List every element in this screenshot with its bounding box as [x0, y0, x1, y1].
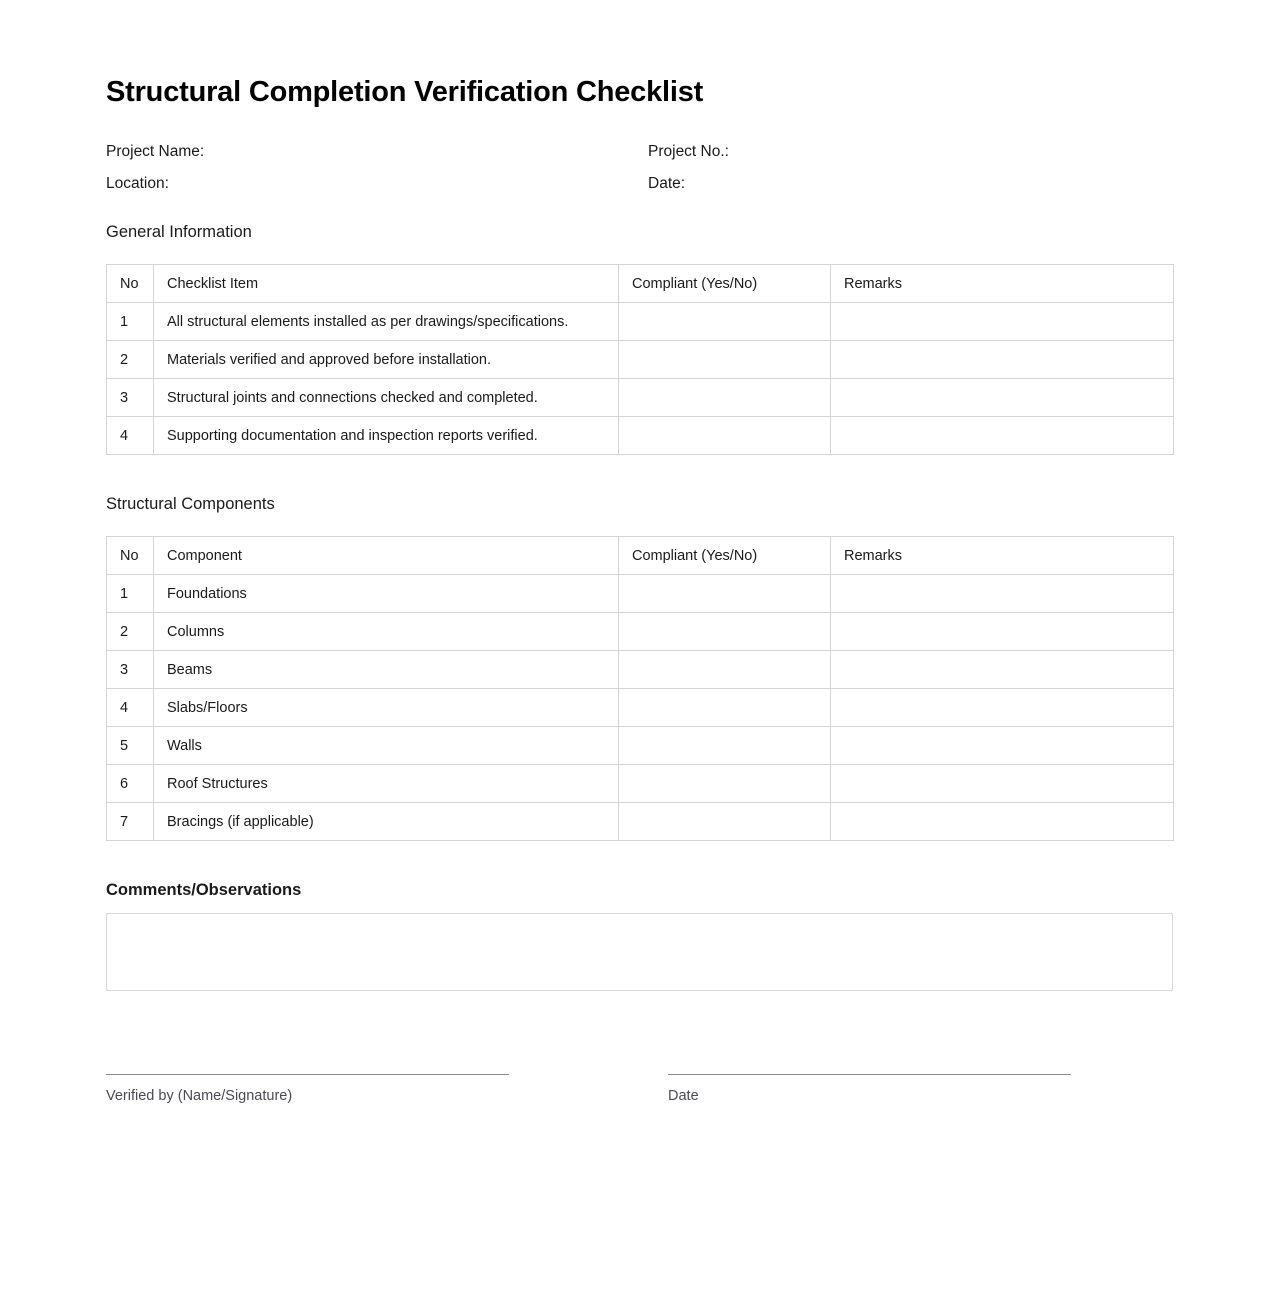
date-block — [668, 1074, 1071, 1104]
cell-item: Materials verified and approved before installation. — [154, 341, 619, 379]
project-meta-fields — [106, 143, 1172, 193]
cell-no: 3 — [107, 379, 154, 417]
project-name-field[interactable]: Project Name: — [106, 143, 205, 160]
cell-compliant[interactable] — [619, 651, 831, 689]
general-information-table — [106, 264, 1174, 455]
cell-no: 2 — [107, 613, 154, 651]
date-signature-line[interactable] — [668, 1074, 1071, 1075]
cell-remarks[interactable] — [831, 651, 1174, 689]
table-row — [107, 765, 1174, 803]
cell-item: Structural joints and connections checked and completed. — [154, 379, 619, 417]
cell-compliant[interactable] — [619, 341, 831, 379]
section-heading-general-information: General Information — [106, 223, 252, 241]
column-header-remarks: Remarks — [831, 537, 1174, 575]
cell-remarks[interactable] — [831, 379, 1174, 417]
table-header-row — [107, 537, 1174, 575]
table-row — [107, 803, 1174, 841]
verified-by-signature-line[interactable] — [106, 1074, 509, 1075]
structural-components-table — [106, 536, 1174, 841]
column-header-compliant: Compliant (Yes/No) — [619, 537, 831, 575]
cell-compliant[interactable] — [619, 575, 831, 613]
cell-compliant[interactable] — [619, 727, 831, 765]
cell-component: Foundations — [154, 575, 619, 613]
project-no-field[interactable]: Project No.: — [648, 143, 729, 160]
cell-compliant[interactable] — [619, 379, 831, 417]
section-heading-comments: Comments/Observations — [106, 881, 302, 899]
verified-by-block — [106, 1074, 509, 1104]
cell-no: 1 — [107, 303, 154, 341]
cell-no: 5 — [107, 727, 154, 765]
table-row — [107, 689, 1174, 727]
table-row — [107, 651, 1174, 689]
cell-remarks[interactable] — [831, 689, 1174, 727]
column-header-compliant: Compliant (Yes/No) — [619, 265, 831, 303]
meta-row-2 — [106, 175, 1172, 193]
cell-component: Roof Structures — [154, 765, 619, 803]
cell-remarks[interactable] — [831, 575, 1174, 613]
table-row — [107, 575, 1174, 613]
cell-component: Walls — [154, 727, 619, 765]
cell-remarks[interactable] — [831, 341, 1174, 379]
cell-no: 7 — [107, 803, 154, 841]
cell-compliant[interactable] — [619, 613, 831, 651]
column-header-no: No — [107, 537, 154, 575]
comments-input[interactable] — [106, 913, 1173, 991]
cell-no: 4 — [107, 417, 154, 455]
cell-component: Columns — [154, 613, 619, 651]
cell-no: 6 — [107, 765, 154, 803]
cell-component: Slabs/Floors — [154, 689, 619, 727]
cell-compliant[interactable] — [619, 803, 831, 841]
column-header-component: Component — [154, 537, 619, 575]
table-row — [107, 341, 1174, 379]
section-heading-structural-components: Structural Components — [106, 495, 275, 513]
date-label: Date — [668, 1088, 699, 1104]
cell-compliant[interactable] — [619, 689, 831, 727]
cell-no: 1 — [107, 575, 154, 613]
date-field[interactable]: Date: — [648, 175, 686, 192]
table-row — [107, 613, 1174, 651]
table-row — [107, 379, 1174, 417]
column-header-no: No — [107, 265, 154, 303]
table-header-row — [107, 265, 1174, 303]
cell-remarks[interactable] — [831, 613, 1174, 651]
cell-remarks[interactable] — [831, 303, 1174, 341]
table-row — [107, 417, 1174, 455]
cell-component: Bracings (if applicable) — [154, 803, 619, 841]
cell-no: 3 — [107, 651, 154, 689]
table-row — [107, 303, 1174, 341]
signature-area — [106, 1074, 1172, 1104]
cell-no: 4 — [107, 689, 154, 727]
cell-no: 2 — [107, 341, 154, 379]
location-field[interactable]: Location: — [106, 175, 169, 192]
column-header-item: Checklist Item — [154, 265, 619, 303]
cell-remarks[interactable] — [831, 727, 1174, 765]
cell-compliant[interactable] — [619, 765, 831, 803]
cell-item: Supporting documentation and inspection reports verified. — [154, 417, 619, 455]
column-header-remarks: Remarks — [831, 265, 1174, 303]
cell-component: Beams — [154, 651, 619, 689]
cell-remarks[interactable] — [831, 417, 1174, 455]
cell-item: All structural elements installed as per drawings/specifications. — [154, 303, 619, 341]
table-row — [107, 727, 1174, 765]
cell-compliant[interactable] — [619, 303, 831, 341]
cell-remarks[interactable] — [831, 803, 1174, 841]
cell-remarks[interactable] — [831, 765, 1174, 803]
page-title: Structural Completion Verification Checklist — [106, 76, 704, 108]
meta-row-1 — [106, 143, 1172, 161]
cell-compliant[interactable] — [619, 417, 831, 455]
verified-by-label: Verified by (Name/Signature) — [106, 1088, 293, 1104]
